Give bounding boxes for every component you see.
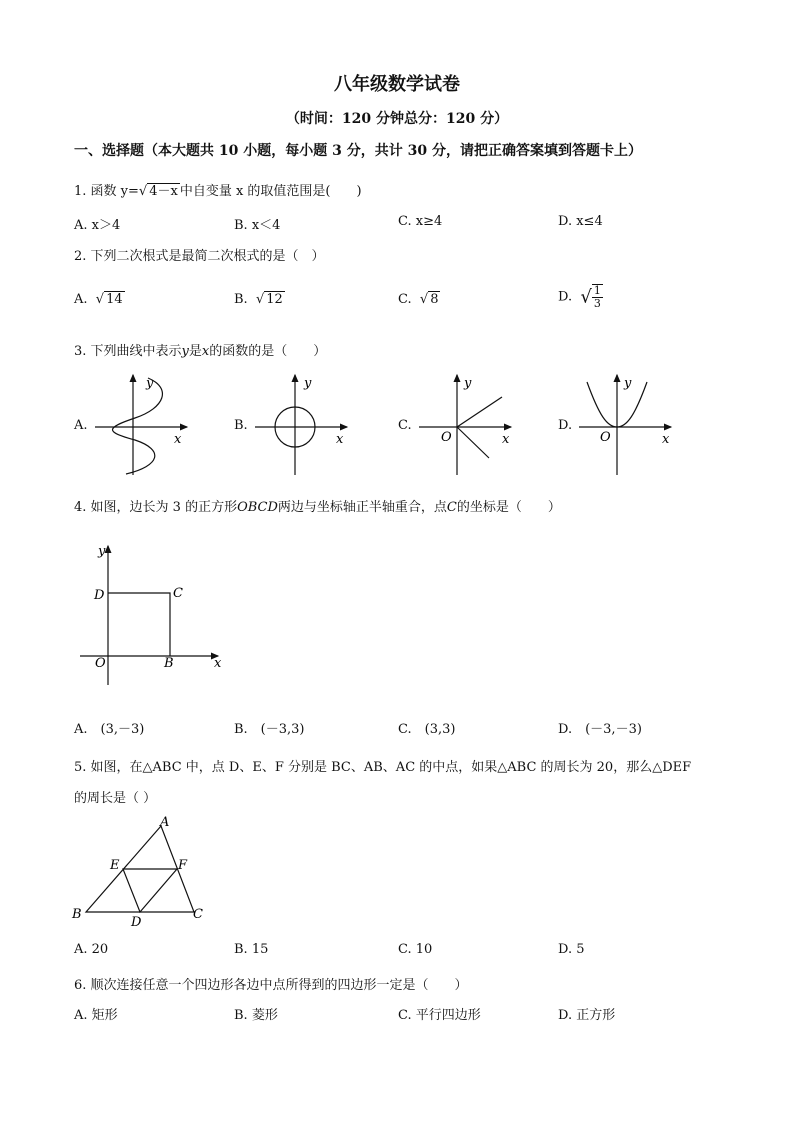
section-heading: 一、选择题（本大题共 10 小题，每小题 3 分，共计 30 分，请把正确答案填到答题卡上） — [74, 143, 642, 159]
question-5-line-2: 的周长是（ ） — [74, 791, 157, 806]
question-1 — [74, 180, 362, 199]
q3-graph-d — [574, 370, 684, 480]
q3-option-b-label: B. — [234, 418, 248, 433]
q1-stem-pre: 1. 函数 y= — [74, 184, 139, 199]
q1-radical: √ 4－x — [138, 184, 178, 199]
q2-option-a: A. √ 14 — [74, 292, 123, 307]
q5-option-c: C. 10 — [398, 942, 433, 957]
q5-option-a: A. 20 — [74, 942, 109, 957]
q3d-origin-label: O — [600, 430, 611, 445]
question-2: 2. 下列二次根式是最简二次根式的是（ ） — [74, 249, 325, 264]
q3c-y-label: y — [464, 376, 472, 391]
q3-graph-a — [90, 370, 200, 480]
q4-point-c: C — [173, 586, 183, 601]
q4-option-a: A. (3,－3) — [74, 722, 145, 737]
question-4: 4. 如图，边长为 3 的正方形OBCD两边与坐标轴正半轴重合，点C的坐标是（ ） — [74, 500, 561, 515]
q5-point-a: A — [160, 815, 170, 830]
q3-option-a-label: A. — [74, 418, 88, 433]
q1-stem-post: 中自变量 x 的取值范围是( ) — [179, 184, 362, 199]
q4-point-b: B — [164, 656, 174, 671]
q6-option-a: A. 矩形 — [74, 1008, 118, 1023]
q2-option-b: B. √ 12 — [234, 292, 283, 307]
q3d-y-label: y — [624, 376, 632, 391]
q3-graph-b — [250, 370, 360, 480]
q4-option-c: C. (3,3) — [398, 722, 456, 737]
q4-figure — [76, 540, 236, 690]
q4-option-d: D. (－3,－3) — [558, 722, 642, 737]
q6-option-b: B. 菱形 — [234, 1008, 278, 1023]
q5-triangle-figure — [68, 812, 218, 932]
q3-graph-c — [414, 370, 524, 480]
q5-option-d: D. 5 — [558, 942, 585, 957]
q3b-y-label: y — [304, 376, 312, 391]
exam-title: 八年级数学试卷 — [334, 74, 460, 95]
q5-point-f: F — [178, 858, 188, 873]
question-5-line-1: 5. 如图，在△ABC 中，点 D、E、F 分别是 BC、AB、AC 的中点，如果△ABC 的周长为 20，那么△DEF — [74, 760, 692, 775]
q4-option-b: B. (－3,3) — [234, 722, 305, 737]
q5-point-c: C — [193, 907, 203, 922]
q4-point-d: D — [94, 588, 105, 603]
q3b-x-label: x — [336, 432, 344, 447]
q5-point-d: D — [131, 915, 142, 930]
q1-option-d: D. x≤4 — [558, 214, 603, 229]
q5-point-b: B — [72, 907, 82, 922]
q4-origin-label: O — [95, 656, 106, 671]
q5-point-e: E — [110, 858, 120, 873]
q6-option-c: C. 平行四边形 — [398, 1008, 481, 1023]
q3a-x-label: x — [174, 432, 182, 447]
q6-option-d: D. 正方形 — [558, 1008, 616, 1023]
q3-option-c-label: C. — [398, 418, 412, 433]
q1-option-c: C. x≥4 — [398, 214, 443, 229]
q3a-y-label: y — [146, 376, 154, 391]
q2-option-c: C. √ 8 — [398, 292, 439, 307]
q3d-x-label: x — [662, 432, 670, 447]
question-6: 6. 顺次连接任意一个四边形各边中点所得到的四边形一定是（ ） — [74, 978, 468, 993]
q1-option-b: B. x＜4 — [234, 218, 281, 233]
q5-option-b: B. 15 — [234, 942, 269, 957]
q2-option-d: D. √ $\frac{1}{3}$ — [558, 284, 601, 310]
q1-option-a: A. x＞4 — [74, 218, 121, 233]
question-3: 3. 下列曲线中表示y是x的函数的是（ ） — [74, 344, 327, 359]
q3c-origin-label: O — [441, 430, 452, 445]
q3-option-d-label: D. — [558, 418, 573, 433]
q3c-x-label: x — [502, 432, 510, 447]
q4-x-label: x — [214, 656, 222, 671]
exam-subtitle: （时间：120 分钟总分：120 分） — [285, 111, 509, 127]
q4-y-label: y — [98, 544, 106, 559]
